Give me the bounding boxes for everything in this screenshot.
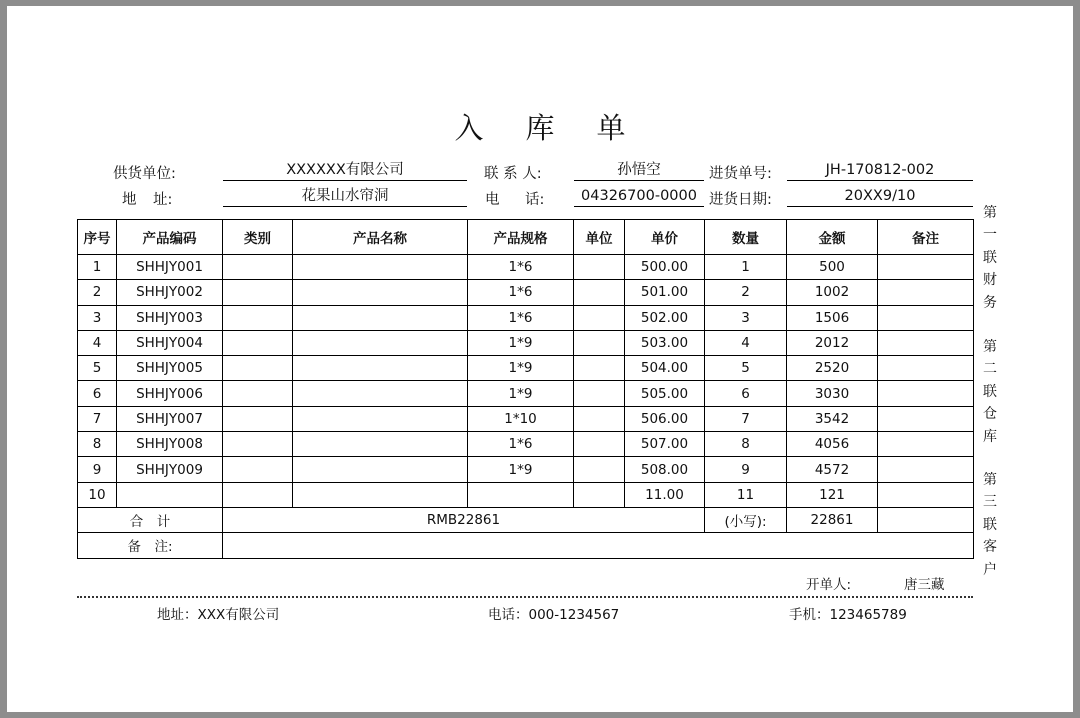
cell-remark bbox=[878, 482, 974, 507]
phone-value: 04326700-0000 bbox=[574, 186, 704, 207]
side-note-warehouse: 第二联仓库 bbox=[983, 339, 997, 445]
cell-code: SHHJY002 bbox=[117, 280, 223, 305]
cell-index: 6 bbox=[78, 381, 117, 406]
cell-amount: 4572 bbox=[787, 457, 878, 482]
cell-category bbox=[223, 406, 293, 431]
cell-remark bbox=[878, 255, 974, 280]
footer-mobile: 手机：123465789 bbox=[789, 607, 907, 623]
cell-spec bbox=[468, 482, 574, 507]
cell-quantity: 2 bbox=[705, 280, 787, 305]
cell-code: SHHJY009 bbox=[117, 457, 223, 482]
cell-spec: 1*9 bbox=[468, 381, 574, 406]
cell-price: 506.00 bbox=[625, 406, 705, 431]
address-label-2: 址: bbox=[153, 192, 173, 208]
cell-quantity: 1 bbox=[705, 255, 787, 280]
date-label: 进货日期: bbox=[709, 192, 772, 208]
cell-category bbox=[223, 255, 293, 280]
cell-spec: 1*10 bbox=[468, 406, 574, 431]
cell-remark bbox=[878, 381, 974, 406]
cell-code: SHHJY008 bbox=[117, 432, 223, 457]
cell-index: 4 bbox=[78, 330, 117, 355]
header-quantity: 数量 bbox=[705, 220, 787, 255]
supplier-label: 供货单位: bbox=[113, 166, 176, 182]
cell-category bbox=[223, 305, 293, 330]
cell-price: 11.00 bbox=[625, 482, 705, 507]
cell-price: 502.00 bbox=[625, 305, 705, 330]
cell-code: SHHJY001 bbox=[117, 255, 223, 280]
cell-amount: 3542 bbox=[787, 406, 878, 431]
table-row bbox=[78, 457, 974, 482]
header-unit: 单位 bbox=[574, 220, 625, 255]
cell-name bbox=[293, 255, 468, 280]
table-row bbox=[78, 280, 974, 305]
table-row bbox=[78, 381, 974, 406]
cell-quantity: 8 bbox=[705, 432, 787, 457]
cell-price: 504.00 bbox=[625, 356, 705, 381]
table-row bbox=[78, 356, 974, 381]
document-page bbox=[7, 6, 1073, 712]
cell-name bbox=[293, 381, 468, 406]
cell-name bbox=[293, 305, 468, 330]
cell-spec: 1*9 bbox=[468, 330, 574, 355]
cell-category bbox=[223, 482, 293, 507]
cell-category bbox=[223, 280, 293, 305]
header-amount: 金额 bbox=[787, 220, 878, 255]
cell-index: 10 bbox=[78, 482, 117, 507]
phone-label-1: 电 bbox=[485, 192, 500, 208]
cell-remark bbox=[878, 356, 974, 381]
cell-unit bbox=[574, 482, 625, 507]
cell-category bbox=[223, 432, 293, 457]
cell-category bbox=[223, 381, 293, 406]
cell-remark bbox=[878, 406, 974, 431]
cell-unit bbox=[574, 406, 625, 431]
contact-value: 孙悟空 bbox=[574, 160, 704, 181]
cell-unit bbox=[574, 432, 625, 457]
cell-category bbox=[223, 330, 293, 355]
cell-unit bbox=[574, 381, 625, 406]
cell-amount: 2520 bbox=[787, 356, 878, 381]
cell-index: 5 bbox=[78, 356, 117, 381]
total-row bbox=[78, 507, 974, 532]
cell-unit bbox=[574, 255, 625, 280]
cell-name bbox=[293, 432, 468, 457]
cell-amount: 1506 bbox=[787, 305, 878, 330]
cell-name bbox=[293, 482, 468, 507]
cell-amount: 121 bbox=[787, 482, 878, 507]
date-value: 20XX9/10 bbox=[787, 186, 973, 207]
cell-index: 8 bbox=[78, 432, 117, 457]
items-table bbox=[77, 219, 974, 559]
cell-amount: 1002 bbox=[787, 280, 878, 305]
total-capital: RMB22861 bbox=[223, 507, 705, 532]
cell-remark bbox=[878, 330, 974, 355]
title-char: 单 bbox=[596, 111, 626, 145]
cell-spec: 1*6 bbox=[468, 255, 574, 280]
cell-remark bbox=[878, 305, 974, 330]
cell-remark bbox=[878, 280, 974, 305]
header-price: 单价 bbox=[625, 220, 705, 255]
cell-amount: 3030 bbox=[787, 381, 878, 406]
title-char: 入 bbox=[454, 111, 484, 145]
header-name: 产品名称 bbox=[293, 220, 468, 255]
supplier-value: XXXXXX有限公司 bbox=[223, 160, 467, 181]
cell-name bbox=[293, 330, 468, 355]
cell-name bbox=[293, 406, 468, 431]
remark-row bbox=[78, 533, 974, 558]
cell-quantity: 7 bbox=[705, 406, 787, 431]
total-label: 合 计 bbox=[78, 507, 223, 532]
cell-quantity: 9 bbox=[705, 457, 787, 482]
table-row bbox=[78, 255, 974, 280]
cell-quantity: 4 bbox=[705, 330, 787, 355]
cell-category bbox=[223, 356, 293, 381]
table-row bbox=[78, 406, 974, 431]
phone-label-2: 话: bbox=[525, 192, 545, 208]
remark-label: 备 注: bbox=[78, 533, 223, 558]
cell-name bbox=[293, 280, 468, 305]
cell-price: 505.00 bbox=[625, 381, 705, 406]
address-label-1: 地 bbox=[122, 192, 137, 208]
side-note-customer: 第三联客户 bbox=[983, 472, 997, 578]
cell-quantity: 3 bbox=[705, 305, 787, 330]
cell-spec: 1*6 bbox=[468, 305, 574, 330]
total-small-value: 22861 bbox=[787, 507, 878, 532]
cell-unit bbox=[574, 280, 625, 305]
cell-remark bbox=[878, 457, 974, 482]
cell-price: 501.00 bbox=[625, 280, 705, 305]
contact-label: 联 系 人: bbox=[484, 166, 542, 182]
cell-unit bbox=[574, 356, 625, 381]
header-remark: 备注 bbox=[878, 220, 974, 255]
total-small-label: (小写): bbox=[705, 507, 787, 532]
footer-phone: 电话：000-1234567 bbox=[488, 607, 620, 623]
header-code: 产品编码 bbox=[117, 220, 223, 255]
cell-price: 508.00 bbox=[625, 457, 705, 482]
table-row bbox=[78, 482, 974, 507]
order-no-label: 进货单号: bbox=[709, 166, 772, 182]
cell-code: SHHJY003 bbox=[117, 305, 223, 330]
cell-unit bbox=[574, 457, 625, 482]
table-row bbox=[78, 330, 974, 355]
cell-quantity: 6 bbox=[705, 381, 787, 406]
side-note-finance: 第一联财务 bbox=[983, 205, 997, 311]
page-title bbox=[7, 106, 1073, 147]
header-spec: 产品规格 bbox=[468, 220, 574, 255]
cell-name bbox=[293, 457, 468, 482]
cell-quantity: 11 bbox=[705, 482, 787, 507]
address-value: 花果山水帘洞 bbox=[223, 186, 467, 207]
cell-price: 503.00 bbox=[625, 330, 705, 355]
cell-index: 3 bbox=[78, 305, 117, 330]
cell-amount: 2012 bbox=[787, 330, 878, 355]
cell-category bbox=[223, 457, 293, 482]
cell-code: SHHJY004 bbox=[117, 330, 223, 355]
cell-index: 2 bbox=[78, 280, 117, 305]
table-row bbox=[78, 432, 974, 457]
cell-price: 500.00 bbox=[625, 255, 705, 280]
cell-index: 1 bbox=[78, 255, 117, 280]
remark-value bbox=[223, 533, 974, 558]
cell-amount: 500 bbox=[787, 255, 878, 280]
cell-price: 507.00 bbox=[625, 432, 705, 457]
order-no-value: JH-170812-002 bbox=[787, 160, 973, 181]
header-index: 序号 bbox=[78, 220, 117, 255]
cell-code: SHHJY006 bbox=[117, 381, 223, 406]
cell-unit bbox=[574, 305, 625, 330]
issuer-label: 开单人: bbox=[806, 577, 852, 593]
cell-spec: 1*6 bbox=[468, 280, 574, 305]
cell-quantity: 5 bbox=[705, 356, 787, 381]
cell-index: 9 bbox=[78, 457, 117, 482]
title-char: 库 bbox=[525, 111, 555, 145]
cell-unit bbox=[574, 330, 625, 355]
cell-name bbox=[293, 356, 468, 381]
footer-address: 地址：XXX有限公司 bbox=[157, 607, 280, 623]
issuer-name: 唐三藏 bbox=[904, 577, 945, 593]
cell-spec: 1*9 bbox=[468, 457, 574, 482]
table-row bbox=[78, 305, 974, 330]
cell-amount: 4056 bbox=[787, 432, 878, 457]
cell-spec: 1*9 bbox=[468, 356, 574, 381]
cell-code bbox=[117, 482, 223, 507]
table-header-row bbox=[78, 220, 974, 255]
cell-spec: 1*6 bbox=[468, 432, 574, 457]
total-empty-cell bbox=[878, 507, 974, 532]
header-category: 类别 bbox=[223, 220, 293, 255]
cell-code: SHHJY005 bbox=[117, 356, 223, 381]
cell-remark bbox=[878, 432, 974, 457]
footer-divider bbox=[77, 596, 973, 598]
cell-index: 7 bbox=[78, 406, 117, 431]
cell-code: SHHJY007 bbox=[117, 406, 223, 431]
